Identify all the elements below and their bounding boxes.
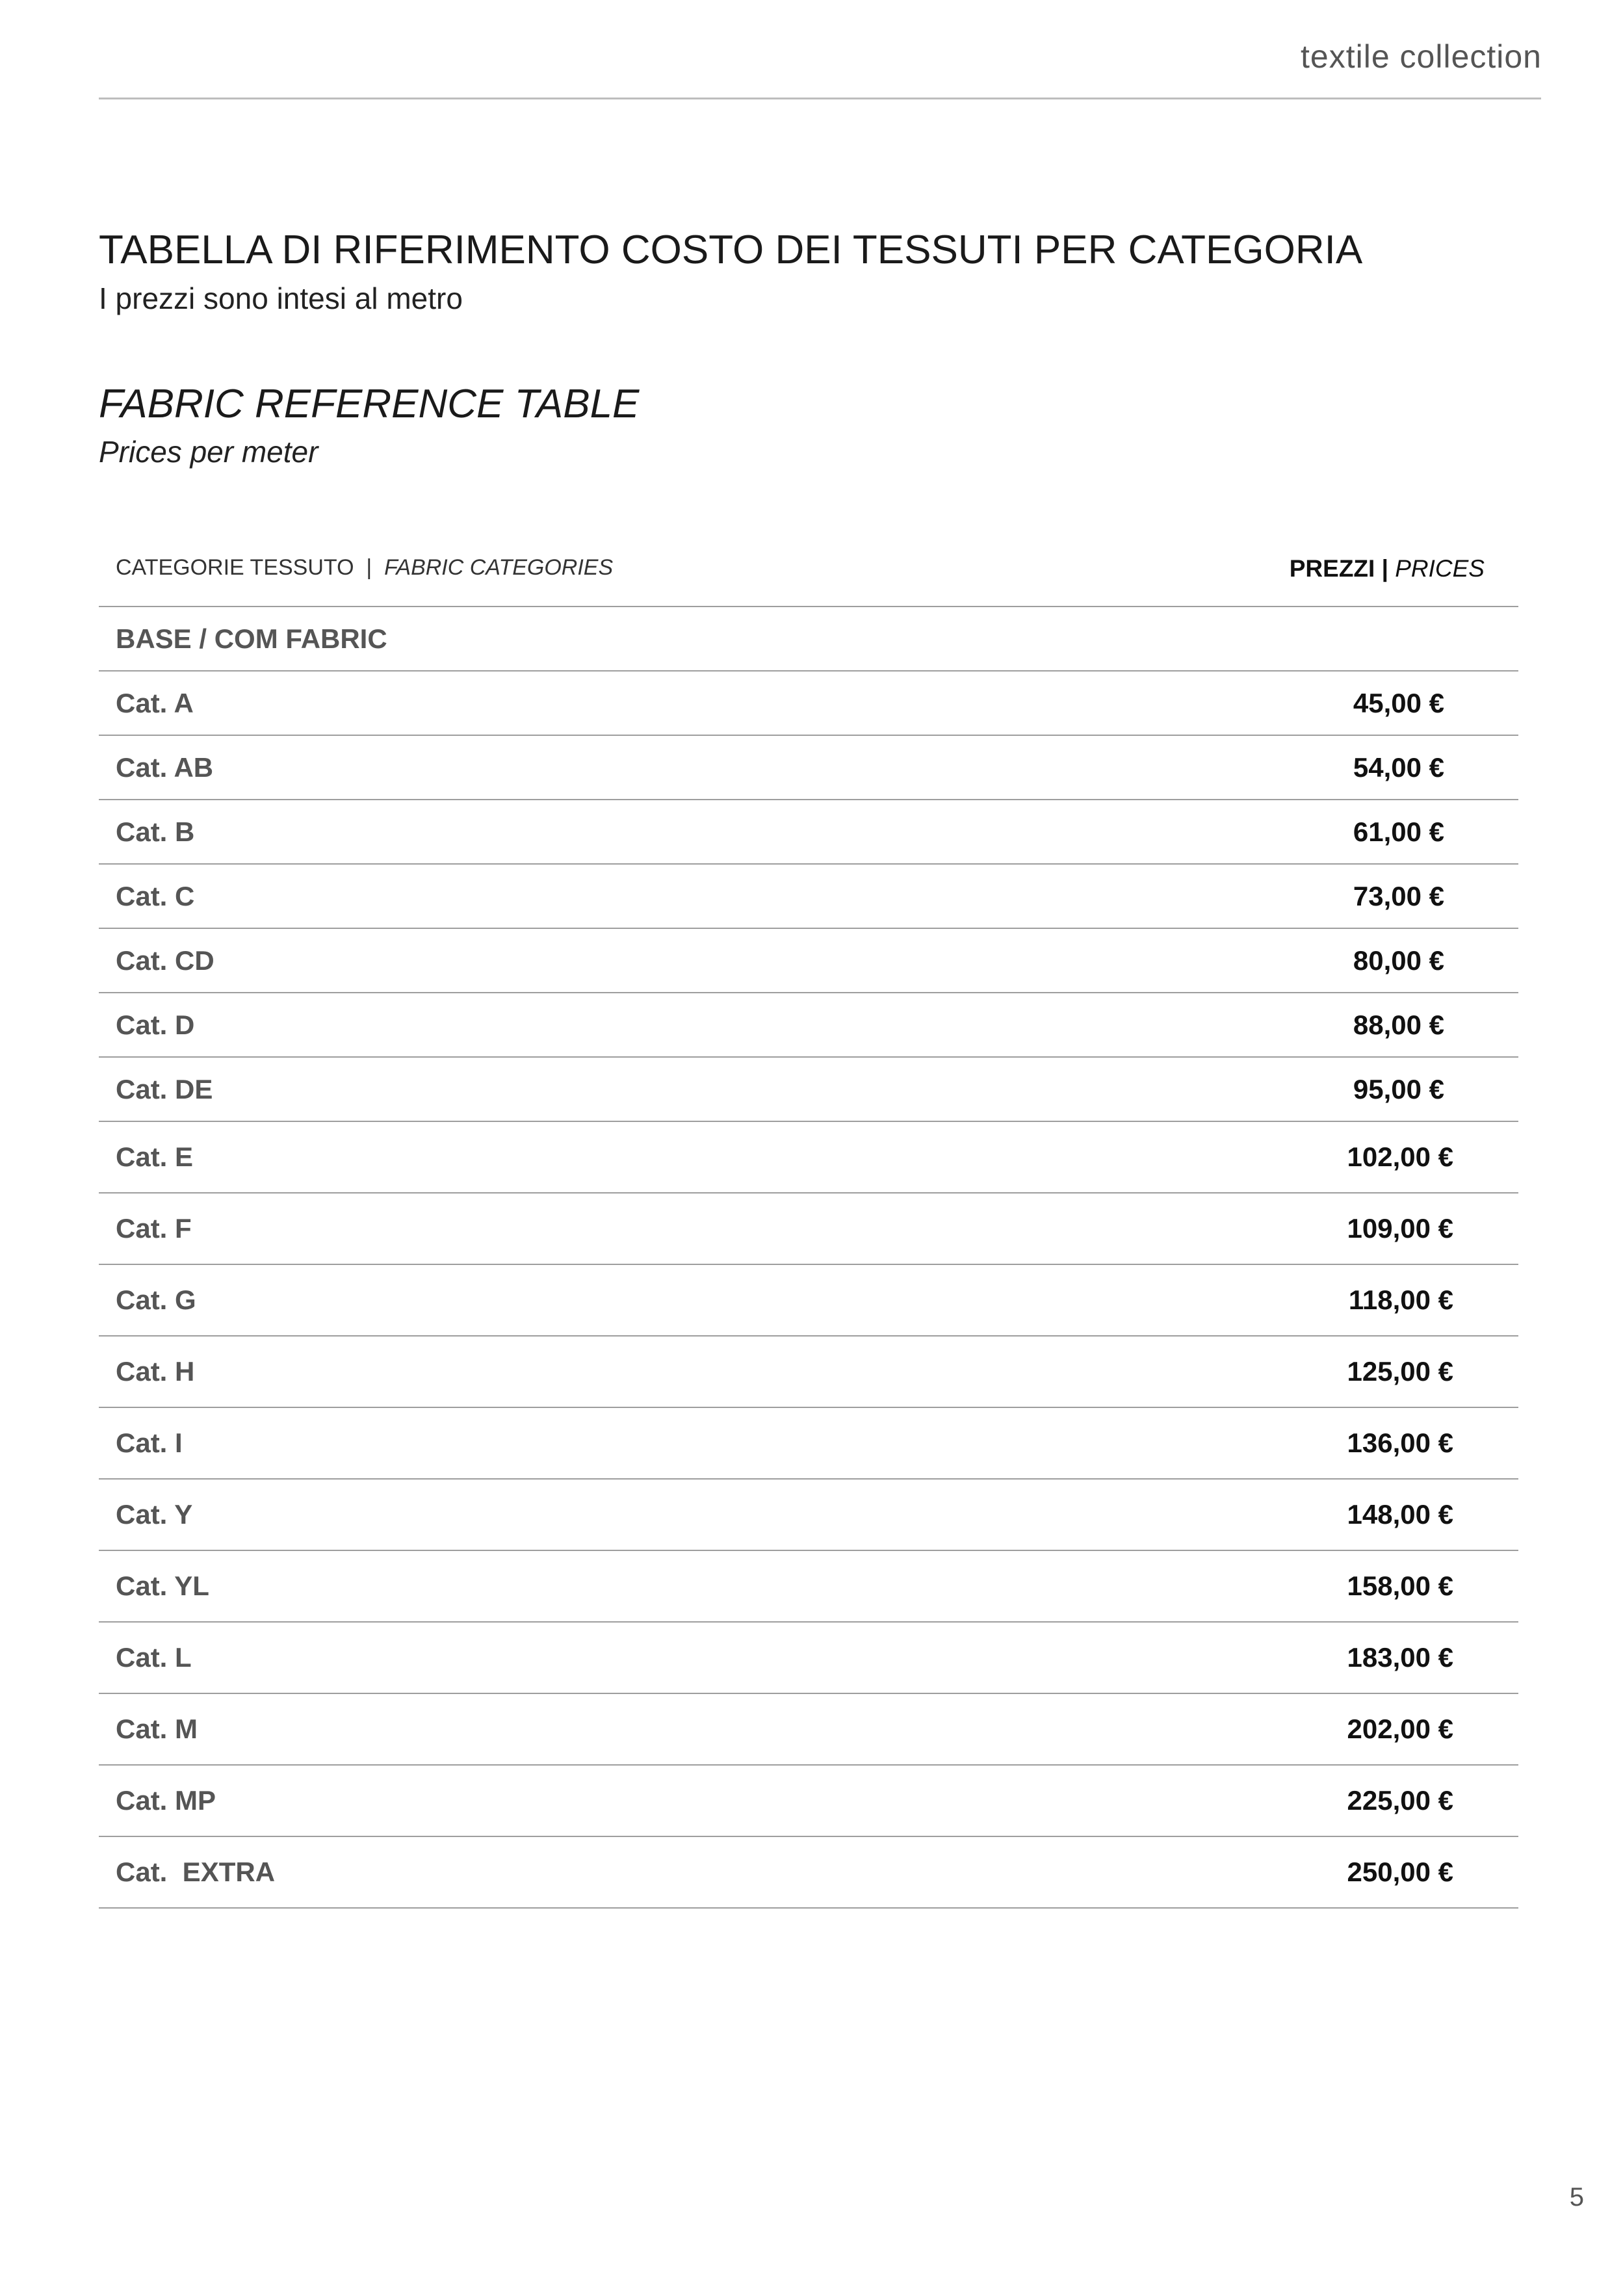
fabric-price-table [99, 533, 1518, 1909]
category-cell: Cat. AB [116, 751, 214, 783]
category-cell: Cat. H [116, 1356, 195, 1387]
table-row [99, 993, 1518, 1058]
category-cell: Cat. E [116, 1141, 194, 1172]
category-cell: Cat. YL [116, 1571, 209, 1601]
table-row [99, 800, 1518, 865]
price-cell: 250,00 € [1347, 1857, 1453, 1887]
category-cell: Cat. MP [116, 1785, 216, 1816]
column-header-prices-en: PRICES [1395, 555, 1485, 582]
price-cell: 125,00 € [1347, 1356, 1453, 1387]
category-cell: Cat. G [116, 1285, 196, 1315]
table-row [99, 1480, 1518, 1551]
price-cell: 158,00 € [1347, 1571, 1453, 1601]
page-subtitle-english: Prices per meter [99, 435, 318, 469]
table-row [99, 1194, 1518, 1265]
table-group-row [99, 607, 1518, 672]
price-cell: 73,00 € [1353, 880, 1444, 911]
category-cell: Cat. I [116, 1428, 183, 1458]
category-cell: Cat. F [116, 1213, 192, 1244]
page-title-english: FABRIC REFERENCE TABLE [99, 382, 640, 426]
price-cell: 102,00 € [1347, 1141, 1453, 1172]
price-cell: 88,00 € [1353, 1009, 1444, 1040]
category-cell: Cat. C [116, 880, 195, 911]
group-label: BASE / COM FABRIC [116, 623, 387, 654]
price-cell: 61,00 € [1353, 816, 1444, 847]
table-row [99, 865, 1518, 929]
price-cell: 109,00 € [1347, 1213, 1453, 1244]
table-row [99, 1551, 1518, 1623]
table-row [99, 929, 1518, 993]
column-header-categories-en: FABRIC CATEGORIES [384, 555, 614, 580]
price-cell: 54,00 € [1353, 751, 1444, 783]
price-cell: 80,00 € [1353, 945, 1444, 976]
category-cell: Cat. EXTRA [116, 1857, 276, 1887]
table-row [99, 672, 1518, 736]
table-row [99, 1694, 1518, 1766]
category-cell: Cat. CD [116, 945, 214, 976]
brand-label: textile collection [1301, 38, 1542, 75]
price-cell: 183,00 € [1347, 1642, 1453, 1673]
category-cell: Cat. M [116, 1714, 198, 1744]
price-cell: 136,00 € [1347, 1428, 1453, 1458]
page-number: 5 [1569, 2183, 1584, 2211]
table-row [99, 1766, 1518, 1837]
table-row [99, 1408, 1518, 1480]
table-row [99, 1337, 1518, 1408]
column-header-prices-it: PREZZI | [1289, 555, 1396, 582]
category-cell: Cat. L [116, 1642, 192, 1673]
table-row [99, 1122, 1518, 1194]
page-subtitle-italian: I prezzi sono intesi al metro [99, 281, 463, 315]
category-cell: Cat. DE [116, 1073, 213, 1104]
category-cell: Cat. Y [116, 1499, 193, 1530]
category-cell: Cat. A [116, 687, 194, 718]
page-title-italian: TABELLA DI RIFERIMENTO COSTO DEI TESSUTI PER CATEGORIA [99, 228, 1363, 272]
price-cell: 225,00 € [1347, 1785, 1453, 1816]
column-header-categories-it: CATEGORIE TESSUTO | [116, 555, 385, 580]
column-header-prices [1290, 555, 1485, 582]
header-divider [99, 98, 1541, 99]
column-header-categories [116, 555, 613, 581]
table-row [99, 1265, 1518, 1337]
table-row [99, 1058, 1518, 1122]
price-cell: 148,00 € [1347, 1499, 1453, 1530]
table-header [99, 533, 1518, 607]
table-row [99, 1623, 1518, 1694]
table-row [99, 736, 1518, 800]
price-cell: 118,00 € [1348, 1285, 1453, 1315]
price-cell: 202,00 € [1347, 1714, 1453, 1744]
category-cell: Cat. D [116, 1009, 195, 1040]
category-cell: Cat. B [116, 816, 195, 847]
price-cell: 95,00 € [1353, 1073, 1444, 1104]
price-cell: 45,00 € [1353, 687, 1444, 718]
table-row [99, 1837, 1518, 1909]
